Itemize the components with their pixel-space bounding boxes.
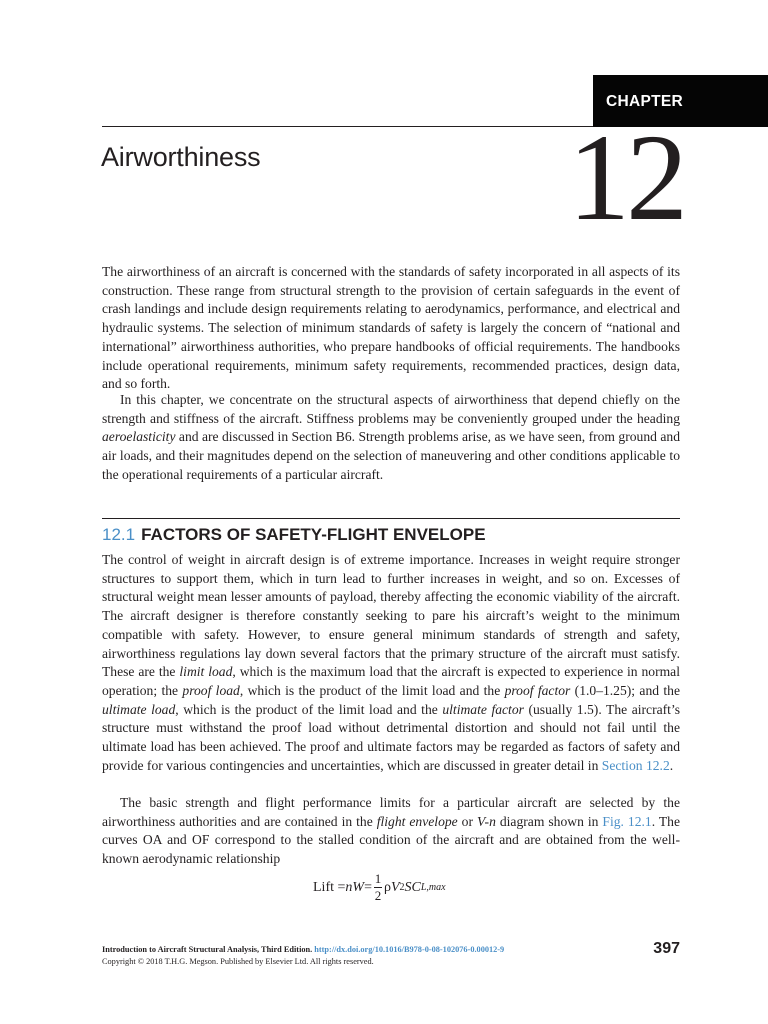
book-title: Introduction to Aircraft Structural Analysis, Third Edition.	[102, 945, 313, 954]
fraction-one-half: $\frac{1}{2}$	[374, 871, 382, 903]
intro-paragraph-2: In this chapter, we concentrate on the structural aspects of airworthiness that depend chiefly on the strength and stiffness of the aircraft. Stiffness problems may be conveniently grouped under the heading aeroelasticity and are discussed in Section B6. Strength problems arise, as we have seen, from ground and air loads, and their magnitudes depend on the selection of maneuvering and other conditions applicable to the operational requirements of a particular aircraft.	[102, 392, 680, 482]
header-rule	[102, 126, 593, 127]
term-flight-envelope: flight envelope	[376, 813, 458, 829]
term-v-n: V-n	[476, 813, 496, 829]
page-footer	[102, 944, 622, 967]
section-number: 12.1	[102, 525, 136, 544]
page-number: 397	[653, 940, 680, 957]
section-12-2-link[interactable]: Section 12.2	[601, 757, 670, 773]
doi-link[interactable]: http://dx.doi.org/10.1016/B978-0-08-102076-0.00012-9	[314, 945, 505, 954]
term-ultimate-load: ultimate load	[102, 701, 176, 717]
section-paragraph-1: The control of weight in aircraft design is of extreme importance. Increases in weight require stronger structures to support them, which in turn lead to further increases in weight, and so on. Excesses of structural weight mean lesser amounts of payload, thereby affecting the economic viability of the aircraft. The aircraft designer is therefore constantly seeking to pare his aircraft’s weight to the minimum compatible with safety. However, to ensure general minimum standards of strength and safety, airworthiness regulations lay down several factors that the primary structure of the aircraft must satisfy. These are the limit load, which is the maximum load that the aircraft is expected to experience in normal operation; the proof load, which is the product of the limit load and the proof factor (1.0–1.25); and the ultimate load, which is the product of the limit load and the ultimate factor (usually 1.5). The aircraft’s structure must withstand the proof load without detrimental distortion and should not fail until the ultimate load has been achieved. The proof and ultimate factors may be regarded as factors of safety and provide for various contingencies and uncertainties, which are discussed in greater detail in Section 12.2.	[102, 552, 681, 773]
section-rule	[102, 518, 680, 519]
section-paragraph-2: The basic strength and flight performance limits for a particular aircraft are selected by the airworthiness authorities and are contained in the flight envelope or V-n diagram shown in Fig. 12.1. The curves OA and OF correspond to the stalled condition of the aircraft and are obtained from the well-known aerodynamic relationship	[102, 795, 680, 867]
term-aeroelasticity: aeroelasticity	[102, 429, 176, 445]
section-heading	[102, 525, 486, 545]
term-proof-factor: proof factor	[504, 682, 571, 698]
figure-12-1-link[interactable]: Fig. 12.1	[602, 813, 652, 829]
copyright-notice: Copyright © 2018 T.H.G. Megson. Published by Elsevier Ltd. All rights reserved.	[102, 956, 374, 966]
section-title: FACTORS OF SAFETY-FLIGHT ENVELOPE	[141, 525, 486, 544]
term-proof-load: proof load	[182, 682, 240, 698]
term-ultimate-factor: ultimate factor	[442, 701, 524, 717]
intro-paragraph-1: The airworthiness of an aircraft is concerned with the standards of safety incorporated in all aspects of its construction. These range from structural strength to the provision of certain safeguards in the event of crash landings and include design requirements relating to aerodynamics, performance, and electrical and hydraulic systems. The selection of minimum standards of safety is largely the concern of “national and international” airworthiness authorities, who prepare handbooks of official requirements. The handbooks include operational requirements, minimum safety requirements, recommended practices, design data, and so forth.	[102, 264, 680, 392]
lift-equation: Lift = n W = $\frac{1}{2}$ ρ V 2 S C L,max	[313, 871, 446, 903]
chapter-title: Airworthiness	[101, 142, 261, 172]
chapter-label: CHAPTER	[606, 93, 684, 110]
term-limit-load: limit load	[179, 664, 233, 680]
chapter-number: 12	[568, 109, 684, 246]
